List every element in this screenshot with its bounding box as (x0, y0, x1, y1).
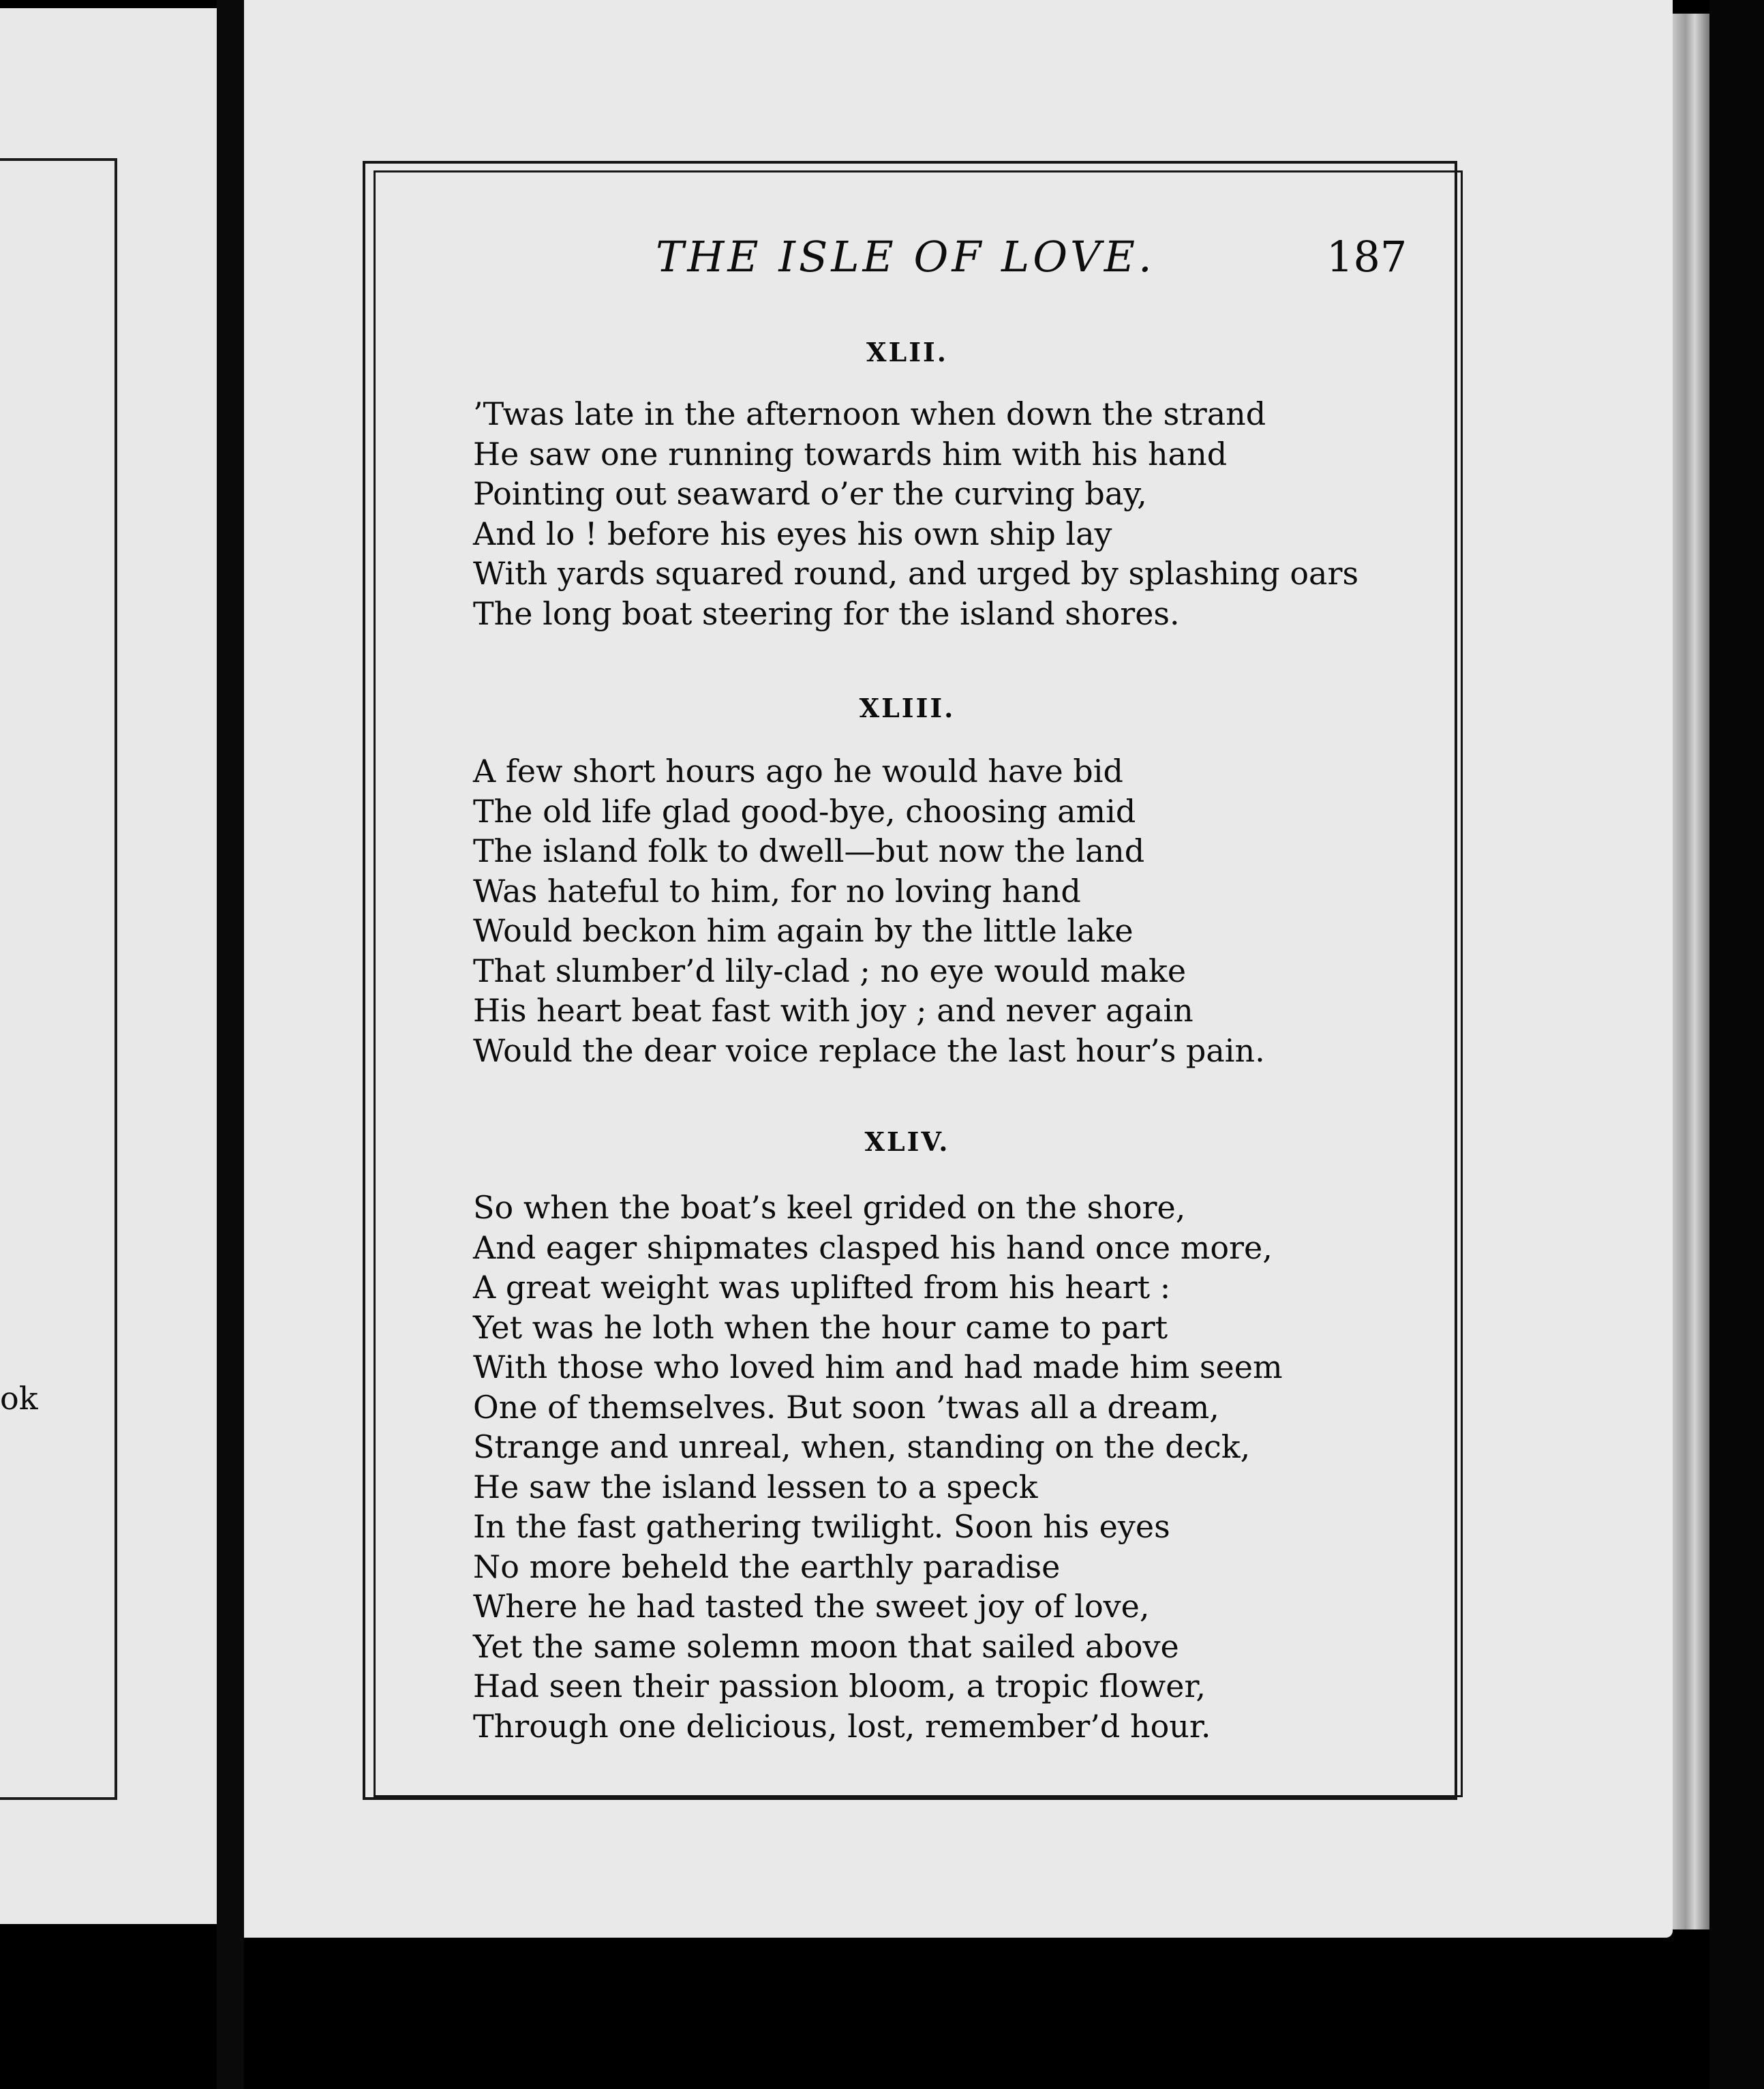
verse-line: A great weight was uplifted from his heart : (473, 1269, 1171, 1306)
verse-line: In the fast gathering twilight. Soon his eyes (473, 1508, 1170, 1545)
verse-line: Would beckon him again by the little lake (473, 912, 1134, 949)
page-number: 187 (1326, 232, 1408, 282)
verse-line: Had seen their passion bloom, a tropic flower, (473, 1668, 1206, 1704)
verse-line: Strange and unreal, when, standing on the deck, (473, 1428, 1251, 1465)
running-title: THE ISLE OF LOVE. (656, 232, 1155, 282)
stanza-heading: XLII. (866, 337, 948, 367)
verse-line: With yards squared round, and urged by splashing oars (473, 555, 1359, 592)
verse-line: Was hateful to him, for no loving hand (473, 872, 1081, 910)
page-edge (1673, 14, 1709, 1929)
stanza-xlii (473, 394, 1358, 633)
stanza-xliii (473, 751, 1265, 1070)
verse-line: Would the dear voice replace the last hour’s pain. (473, 1032, 1265, 1069)
verse-line: Pointing out seaward o’er the curving bay, (473, 475, 1147, 512)
book-gutter (217, 0, 244, 2089)
stanza-xliv (473, 1188, 1283, 1746)
verse-line: ’Twas late in the afternoon when down the strand (473, 395, 1266, 432)
verse-line: And lo ! before his eyes his own ship lay (473, 515, 1112, 552)
verse-line: So when the boat’s keel grided on the shore, (473, 1189, 1186, 1226)
verse-line: Yet the same solemn moon that sailed above (473, 1627, 1179, 1665)
stanza-heading: XLIII. (859, 693, 956, 723)
stanza-heading: XLIV. (864, 1126, 950, 1157)
left-page-border (0, 158, 117, 1800)
verse-line: His heart beat fast with joy ; and never again (473, 992, 1193, 1029)
verse-line: With those who loved him and had made him seem (473, 1349, 1283, 1385)
verse-line: The old life glad good-bye, choosing amid (473, 792, 1136, 830)
verse-line: One of themselves. But soon ’twas all a dream, (473, 1388, 1219, 1426)
verse-line: And eager shipmates clasped his hand once more, (473, 1229, 1273, 1266)
verse-line: A few short hours ago he would have bid (473, 753, 1123, 790)
verse-line: Where he had tasted the sweet joy of love, (473, 1588, 1150, 1625)
verse-line: The long boat steering for the island shores. (473, 595, 1180, 632)
left-page (0, 8, 217, 1924)
verse-line: Yet was he loth when the hour came to part (473, 1308, 1168, 1346)
left-page-fragment: ok (0, 1380, 38, 1417)
verse-line: The island folk to dwell—but now the land (473, 832, 1145, 869)
verse-line: That slumber’d lily-clad ; no eye would make (473, 952, 1187, 989)
verse-line: He saw the island lessen to a speck (473, 1468, 1038, 1505)
verse-line: No more beheld the earthly paradise (473, 1548, 1061, 1585)
verse-line: Through one delicious, lost, remember’d hour. (473, 1707, 1211, 1745)
verse-line: He saw one running towards him with his hand (473, 435, 1228, 472)
book-cover-edge (1709, 0, 1764, 2089)
